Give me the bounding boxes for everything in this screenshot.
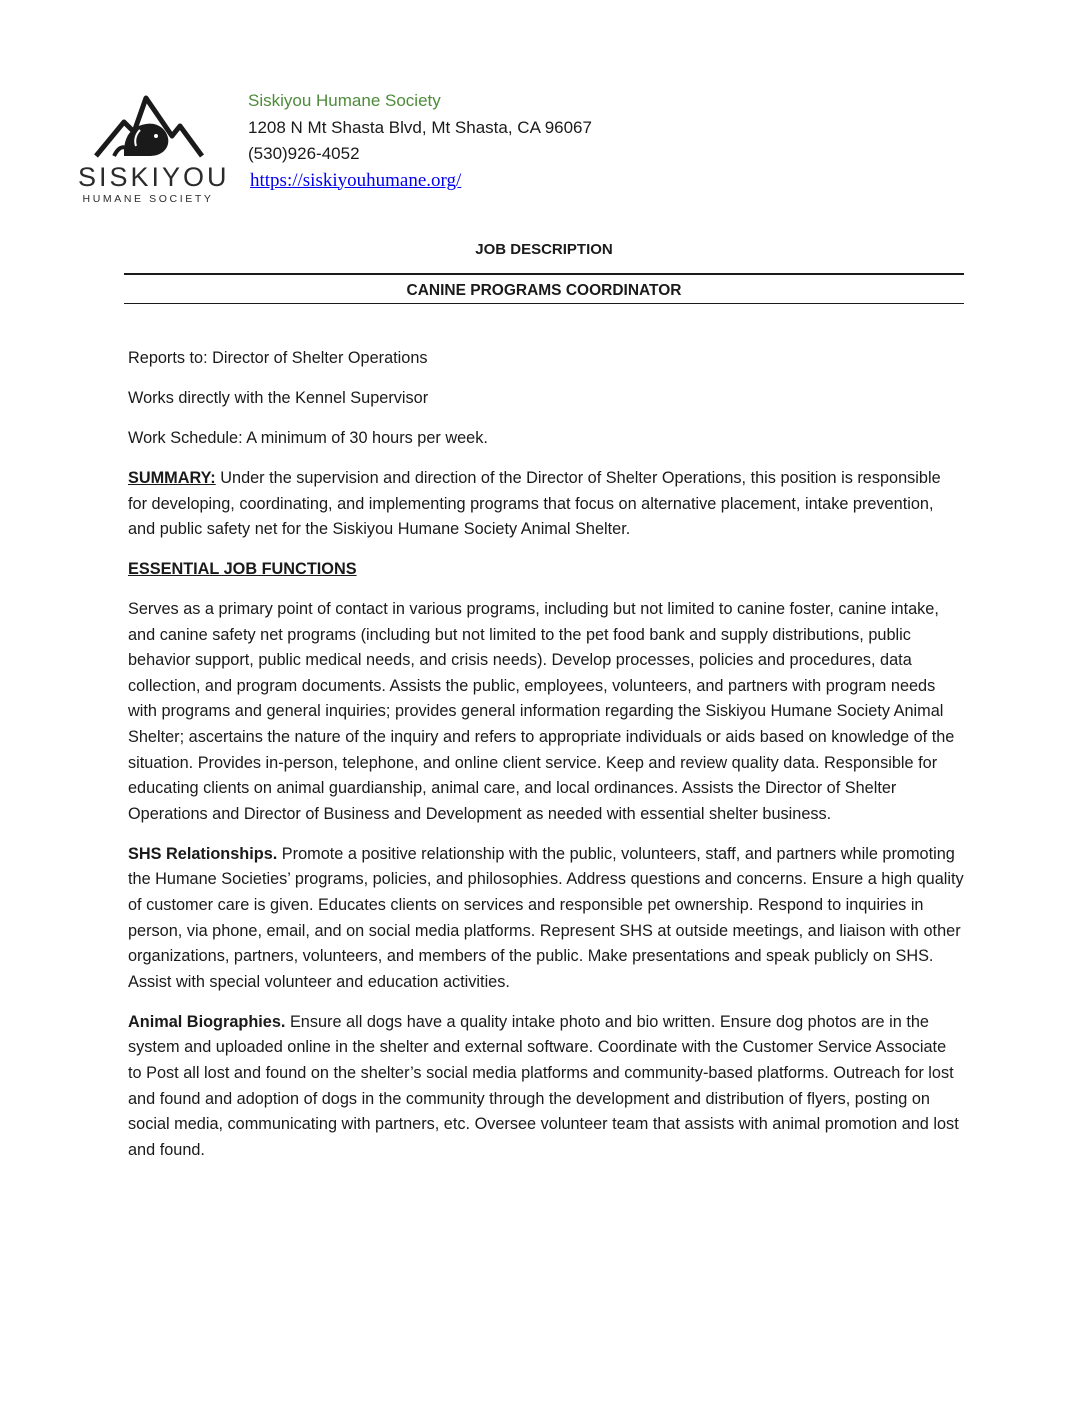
biographies-label: Animal Biographies. <box>128 1012 286 1031</box>
summary-label: SUMMARY: <box>128 468 216 487</box>
org-phone: (530)926-4052 <box>248 144 360 163</box>
divider-top <box>124 273 964 275</box>
work-schedule: Work Schedule: A minimum of 30 hours per week. <box>128 428 488 447</box>
relationships-paragraph <box>128 842 964 996</box>
job-title: CANINE PROGRAMS COORDINATOR <box>406 282 682 299</box>
summary-paragraph <box>128 466 964 543</box>
divider-bottom <box>124 303 964 304</box>
document-type-heading: JOB DESCRIPTION <box>475 241 613 258</box>
relationships-text: Promote a positive relationship with the public, volunteers, staff, and partners while promoting the Humane Societies’ programs, policies, and philosophies. Address questions and concerns. Ensure a high quality of customer care is given. Educates clients on services and responsible pet ownership. Respond to inquiries in person, via phone, email, and on social media platforms. Represent SHS at outside meetings, and liaison with other organizations, partners, volunteers, and members of the public. Make presentations and speak publicly on SHS. Assist with special volunteer and education activities. <box>128 844 964 991</box>
relationships-label: SHS Relationships. <box>128 844 278 863</box>
essential-functions-text: Serves as a primary point of contact in various programs, including but not limited to canine foster, canine intake, and canine safety net programs (including but not limited to the pet food bank and supply distributions, public behavior support, public medical needs, and crisis needs). Develop processes, policies and procedures, data collection, and program documents. Assists the public, employees, volunteers, and partners with program needs with programs and general inquiries; provides general information regarding the Siskiyou Humane Society Animal Shelter; ascertains the nature of the inquiry and refers to appropriate individuals or aids based on knowledge of the situation. Provides in-person, telephone, and online client service. Keep and review quality data. Responsible for educating clients on animal guardianship, animal care, and local ordinances. Assists the Director of Shelter Operations and Director of Business and Development as needed with essential shelter business. <box>128 600 955 823</box>
logo-wordmark: SISKIYOU <box>78 162 230 192</box>
document-body <box>128 346 964 1163</box>
summary-text: Under the supervision and direction of the Director of Shelter Operations, this position is responsible for developing, coordinating, and implementing programs that focus on alternative placement, intake prevention, and public safety net for the Siskiyou Humane Society Animal Shelter. <box>128 468 941 539</box>
org-name: Siskiyou Humane Society <box>248 91 441 110</box>
logo-subtitle: HUMANE SOCIETY <box>82 193 214 205</box>
siskiyou-logo <box>78 92 228 210</box>
biographies-text: Ensure all dogs have a quality intake photo and bio written. Ensure dog photos are in the system and uploaded online in the shelter and external software. Coordinate with the Customer Service Associate to Post all lost and found on the shelter’s social media platforms and community-based platforms. Outreach for lost and found and adoption of dogs in the community through the development and distribution of flyers, posting on social media, communicating with partners, etc. Oversee volunteer team that assists with animal promotion and lost and found. <box>128 1012 959 1159</box>
essential-functions-heading: ESSENTIAL JOB FUNCTIONS <box>128 560 357 579</box>
org-contact-block <box>248 88 592 194</box>
org-address: 1208 N Mt Shasta Blvd, Mt Shasta, CA 96067 <box>248 117 592 137</box>
biographies-paragraph <box>128 1010 964 1164</box>
org-website-link[interactable]: https://siskiyouhumane.org/ <box>250 169 462 191</box>
works-with: Works directly with the Kennel Supervisor <box>128 388 429 407</box>
mountain-dog-icon <box>94 92 204 164</box>
reports-to: Reports to: Director of Shelter Operations <box>128 349 428 367</box>
